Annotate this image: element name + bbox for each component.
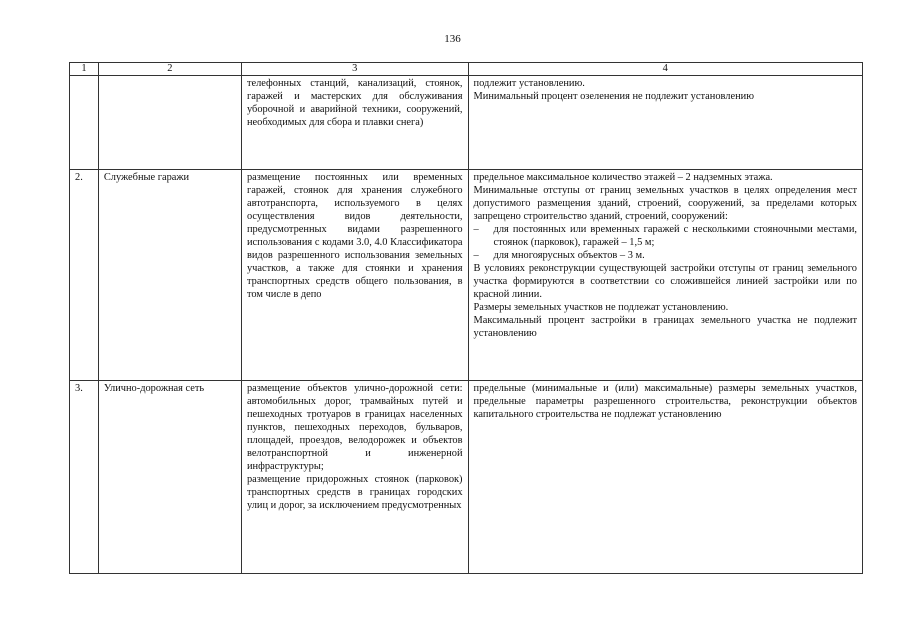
table-header-row	[70, 63, 863, 76]
row-number-cell: 2.	[70, 170, 99, 381]
parameters-cell	[468, 170, 862, 381]
column-header-2: 2	[98, 63, 241, 76]
use-description-cell: размещение постоянных или временных гаражей, стоянок для хранения служебного автотранспорта, используемого в целях осуществления видов деятельности, предусмотренных видами разрешенного использования с кодами 3.0, 4.0 Классификатора видов разрешенного использования земельных участков, а также для стоянки и хранения транспортных средств общего пользования, в том числе в депо	[241, 170, 468, 381]
list-item	[474, 223, 857, 249]
parameter-text: предельные (минимальные и (или) максимальные) размеры земельных участков, предельные параметры разрешенного строительства, реконструкции объектов капитального строительства не подлежат установлению	[473, 383, 857, 420]
row-number-cell: 3.	[70, 381, 99, 574]
bullet-dash: –	[473, 224, 479, 235]
row-number-cell	[70, 76, 99, 170]
parameters-cell	[468, 76, 862, 170]
parameter-text: Размеры земельных участков не подлежат установлению.	[473, 302, 729, 313]
column-header-3: 3	[241, 63, 468, 76]
table-row	[70, 381, 863, 574]
description-text: размещение объектов улично-дорожной сети: автомобильных дорог, трамвайных путей и пешеходных тротуаров в границах населенных пунктов, пешеходных переходов, бульваров, площадей, проездов, велодорожек и объектов велотранспортной и инженерной инфраструктуры;	[246, 383, 463, 472]
regulations-table	[69, 62, 863, 574]
bullet-dash: –	[473, 250, 479, 261]
list-item	[474, 249, 857, 262]
use-name-cell	[98, 76, 241, 170]
list-item-text: для многоярусных объектов – 3 м.	[493, 250, 645, 261]
table-row	[70, 170, 863, 381]
parameter-text: Минимальные отступы от границ земельных участков в целях определения мест допустимого размещения зданий, строений, сооружений, за пределами которых запрещено строительство зданий, строений, сооружений:	[473, 185, 857, 222]
table-row	[70, 76, 863, 170]
parameter-text: предельное максимальное количество этажей – 2 надземных этажа.	[473, 172, 773, 183]
parameter-text: подлежит установлению.	[473, 78, 585, 89]
parameter-text: В условиях реконструкции существующей застройки отступы от границ земельного участка формируются в соответствии со сложившейся линией застройки или по красной линии.	[473, 263, 857, 300]
parameters-cell	[468, 381, 862, 574]
parameter-text: Минимальный процент озеленения не подлежит установлению	[473, 91, 754, 102]
use-name-cell: Служебные гаражи	[98, 170, 241, 381]
use-name-cell: Улично-дорожная сеть	[98, 381, 241, 574]
description-text: размещение придорожных стоянок (парковок) транспортных средств в границах городских улиц и дорог, за исключением предусмотренных	[246, 474, 463, 511]
use-description-cell	[241, 381, 468, 574]
page-number: 136	[444, 33, 461, 45]
use-description-cell: телефонных станций, канализаций, стоянок, гаражей и мастерских для обслуживания уборочной и аварийной техники, сооружений, необходимых для сбора и плавки снега)	[241, 76, 468, 170]
parameter-text: Максимальный процент застройки в границах земельного участка не подлежит установлению	[473, 315, 857, 339]
column-header-1: 1	[70, 63, 99, 76]
list-item-text: для постоянных или временных гаражей с несколькими стояночными местами, стоянок (парковок), гаражей – 1,5 м;	[493, 224, 857, 248]
column-header-4: 4	[468, 63, 862, 76]
